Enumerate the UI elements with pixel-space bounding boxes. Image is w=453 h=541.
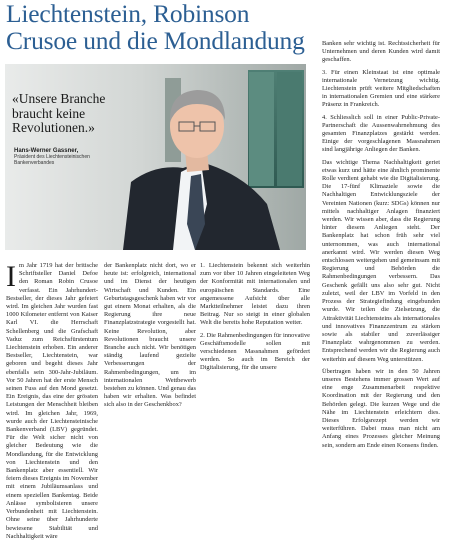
article-column-2 — [104, 262, 196, 410]
column-3-paragraph-1: 1. Liechtenstein bekennt sich weiterhin zum vor über 10 Jahren eingeleiteten Weg der Konformität mit internationalen und europäischen Standards. Eine angemessene Aufsicht über alle Marktteilnehmer leistet dazu ihren Beitrag. Nur so steigt in einer globalen Welt die bereits hohe Reputation weiter. — [200, 262, 310, 327]
article-headline: Liechtenstein, Robinson Crusoe und die Mondlandung — [6, 0, 305, 55]
column-4-paragraph-5: Übertragen haben wir in den 50 Jahren unseres Bestehens immer grossen Wert auf eine enge Zusammenarbeit respektive Koordination mit der Regierung und den Behörden gelegt. Die kurzen Wege und die Nähe im Liechtenstein erleichtern dies. Dieses Erfolgsrezept werden wir weiterführen. Dabei muss man nicht am Anfang eines Prozesses gleicher Meinung sein, sondern am Ende einen Konsens finden. — [322, 367, 440, 449]
column-4-paragraph-1: Banken sehr wichtig ist. Rechtssicherheit für Unternehmen und deren Kunden wird damit geschaffen. — [322, 40, 440, 64]
article-column-1 — [6, 262, 98, 541]
column-4-paragraph-2: 3. Für einen Kleinstaat ist eine optimale internationale Vernetzung wichtig. Liechtenstein prüft weitere Mitgliedschaften in internationalen Gremien und eine stärkere Präsenz in Frankreich. — [322, 68, 440, 109]
pull-quote: «Unsere Branche braucht keine Revolutionen.» — [12, 91, 106, 135]
column-1-text: m Jahr 1719 hat der britische Schriftsteller Daniel Defoe den Roman Robin Crusoe verfasst. Ein Jahrhundert-Bestseller, der dieses Jahr gefeiert wird. Im gleichen Jahr wurden fast 1000 Kilometer entfernt von Kaiser Karl VI. die Herrschaft Schellenberg und die Grafschaft Vaduz zum Reichsfürstentum Liechtenstein erhoben. Ein anderer Bestseller, Liechtenstein, war geboren und begeht dieses Jahr ebenfalls sein 300-Jahr-Jubiläum. Vor 50 Jahren hat der erste Mensch seinen Fuss auf den Mond gesetzt. Ein Ereignis, das eine der grössten Leistungen der Menschheit bleiben wird. Im gleichen Jahr, 1969, wurde auch der Liechtensteinische Bankenverband (LBV) gegründet. Für die Welt sicher nicht von gleicher Bedeutung wie die Mondlandung, für die Entwicklung von Liechtenstein und den Bankenplatz aber essentiell. Wir feiern dieses Ereignis im November mit einem Jubiläumsanlass und einem speziellen Bankentag. Beide Anlässe symbolisieren unsere Verbundenheit mit Liechtenstein. Ohne seine über Jahrhunderte bewiesene Stabilität und Nachhaltigkeit wäre — [6, 262, 98, 540]
article-column-4 — [322, 40, 440, 450]
caption-role: Präsident des Liechtensteinischen Bankenverbandes — [14, 154, 90, 166]
column-4-paragraph-4: Das wichtige Thema Nachhaltigkeit geriet etwas kurz und hätte eine ähnlich prominente Rolle verdient gehabt wie die Digitalisierung. Die 17-fünf Klimaziele sowie die Nachhaltigen Entwicklungsziele der Vereinten Nationen (kurz: SDGs) können nur mittels nachhaltiger Anlagen finanziert werden. Wir wissen aber, dass die Regierung hinter diesem Anliegen steht. Der Bankenplatz hat schon früh sehr viel unternommen, was auch international anerkannt wird. Wir werden diesen Weg entschlossen weitergehen und gemeinsam mit Regierung und Behörden die Rahmenbedingungen verbessern. Das Geschenk gefällt uns also sehr gut. Nicht zuletzt, weil der LBV im Vorfeld in den Prozess der Strategiefindung eingebunden wurde. Wir teilen die Zielsetzung, die Attraktivität Liechtensteins als internationales und innovatives Finanzzentrum zu stärken sowie als stabiler und zuverlässiger Finanzplatz wahrgenommen zu werden. Entsprechend werden wir die Regierung auch weiterhin auf diesem Weg unterstützen. — [322, 158, 440, 363]
column-3-paragraph-2: 2. Die Rahmenbedingungen für innovative Geschäftsmodelle sollen mit verschiedenen Massnahmen gefördert werden. So auch im Bereich der Digitalisierung, für die unsere — [200, 331, 310, 372]
column-2-paragraph: der Bankenplatz nicht dort, wo er heute ist: erfolgreich, international und im Dienst der heutigen Wirtschaft und Kunden. Ein Geburtstagsgeschenk haben wir vor gut einem Monat erhalten, als die Regierung ihre neue Finanzplatzstrategie vorgestellt hat. Keine Revolution, aber Revolutionen braucht unsere Branche auch nicht. Wir benötigen ständig laufend gezielte Verbesserungen der Rahmenbedingungen, um im internationalen Wettbewerb bestehen zu können. Und genau das haben wir erhalten. Was befindet sich also in der Geschenkbox? — [104, 262, 196, 409]
article-column-3 — [200, 262, 310, 373]
caption-name: Hans-Werner Gassner, — [14, 148, 79, 154]
drop-cap: I — [6, 260, 16, 293]
column-4-paragraph-3: 4. Schliesslich soll in einer Public-Private-Partnerschaft die Aussenwahrnehmung des gesamten Finanzplatzes gestärkt werden. Einige der vorgeschlagenen Massnahmen sind langjährige Anliegen der Banken. — [322, 113, 440, 154]
